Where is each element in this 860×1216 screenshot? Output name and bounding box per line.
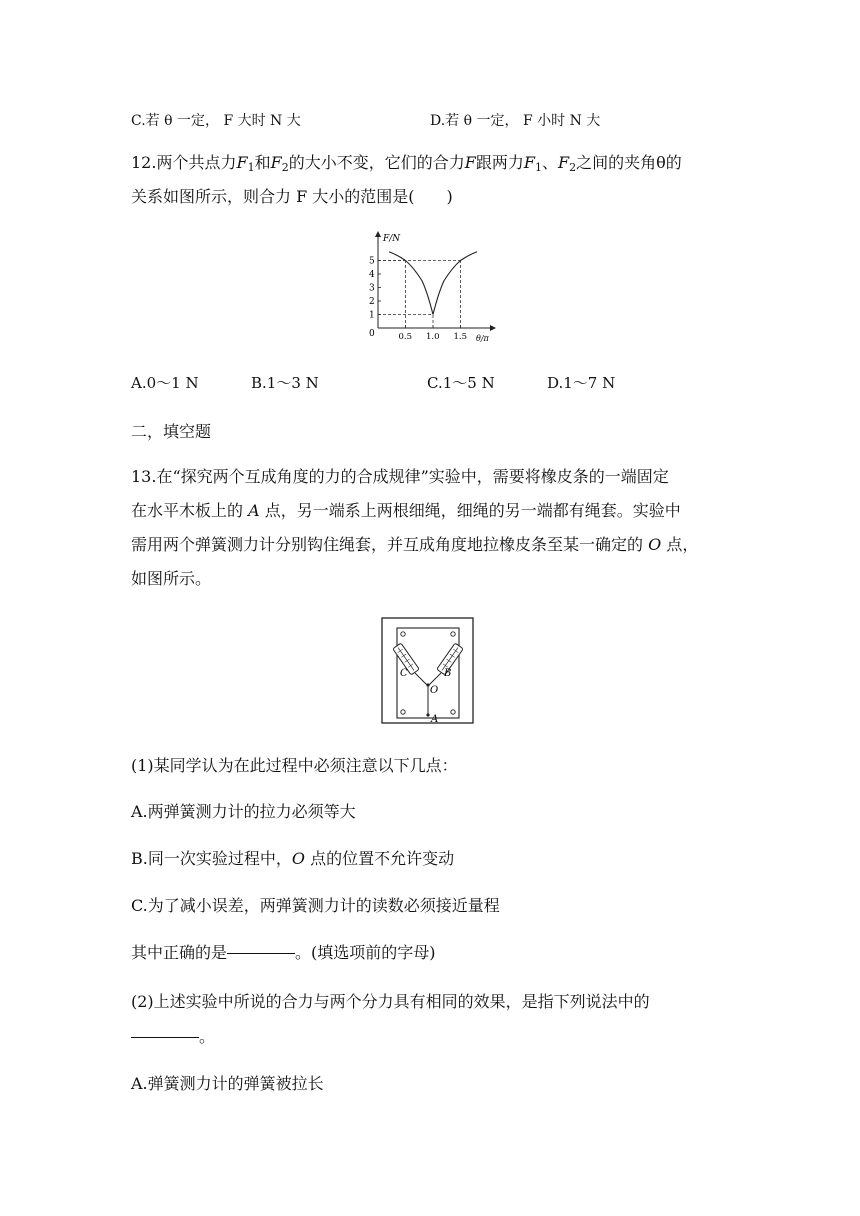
y-tick-label: 1: [369, 310, 375, 321]
answer-blank: [131, 1037, 199, 1038]
q13-part1-option-b: B.同一次实验过程中，O 点的位置不允许变动: [131, 849, 455, 868]
answer-blank: [227, 953, 295, 954]
q11-option-d: D.若 θ 一定， F 小时 N 大: [430, 113, 601, 129]
label-a: A: [431, 714, 439, 725]
x-tick-label: 1.0: [426, 332, 440, 342]
label-o: O: [430, 685, 439, 696]
pin-icon: [451, 632, 455, 636]
q13-part2-line1: (2)上述实验中所说的合力与两个分力具有相同的效果，是指下列说法中的: [131, 992, 650, 1011]
fixed-point-a: [426, 713, 429, 716]
pin-icon: [401, 632, 405, 636]
q12-option-c: C.1～5 N: [427, 374, 495, 392]
q13-line4: 如图所示。: [131, 569, 212, 588]
label-b: B: [444, 668, 452, 679]
y-tick-label: 2: [369, 297, 375, 307]
q12-force-angle-chart: [360, 228, 500, 346]
q13-part1-answer: 其中正确的是 。(填选项前的字母): [131, 943, 436, 962]
q13-part2-line2: 。: [131, 1026, 215, 1048]
x-axis-label: θ/π: [476, 334, 489, 343]
y-axis-arrow-icon: [375, 231, 381, 237]
q13-part2-option-a: A.弹簧测力计的弹簧被拉长: [131, 1074, 324, 1093]
x-tick-label: 1.5: [453, 332, 468, 342]
q13-part1-title: (1)某同学认为在此过程中必须注意以下几点：: [131, 756, 458, 775]
q13-part1-option-a: A.两弹簧测力计的拉力必须等大: [131, 802, 356, 821]
pin-icon: [401, 710, 405, 714]
rope-b: [429, 673, 441, 685]
y-tick-label: 3: [369, 283, 375, 294]
q12-line1: 12.两个共点力$F_1$和$F_2$的大小不变，它们的合力F跟两力$F_1$、$F_2$之间的夹角θ的: [131, 153, 682, 174]
origin-label: 0: [369, 329, 375, 339]
experiment-apparatus-figure: [380, 617, 476, 725]
rope-c: [415, 673, 427, 685]
x-tick-label: 0.5: [398, 332, 413, 342]
q13-line2: 在水平木板上的 A 点，另一端系上两根细绳，细绳的另一端都有绳套。实验中: [131, 501, 681, 520]
q13-line1: 13.在“探究两个互成角度的力的合成规律”实验中，需要将橡皮条的一端固定: [131, 467, 669, 486]
q12-option-a: A.0～1 N: [131, 374, 199, 392]
y-tick-label: 5: [369, 256, 375, 267]
pin-icon: [451, 710, 455, 714]
q13-part1-option-c: C.为了减小误差，两弹簧测力计的读数必须接近量程: [131, 896, 500, 915]
q12-option-d: D.1～7 N: [547, 374, 616, 392]
q12-line2: 关系如图所示，则合力 F 大小的范围是( ): [131, 187, 453, 206]
section-title: 二，填空题: [131, 422, 212, 441]
q11-option-c: C.若 θ 一定， F 大时 N 大: [131, 113, 301, 129]
x-axis-arrow-icon: [490, 325, 496, 331]
q13-line3: 需用两个弹簧测力计分别钩住绳套，并互成角度地拉橡皮条至某一确定的 O 点，: [131, 535, 699, 554]
q12-option-b: B.1～3 N: [251, 374, 319, 392]
label-c: C: [400, 668, 408, 679]
y-tick-label: 4: [369, 270, 375, 280]
series-line: [389, 252, 477, 315]
y-axis-label: F/N: [383, 234, 401, 244]
